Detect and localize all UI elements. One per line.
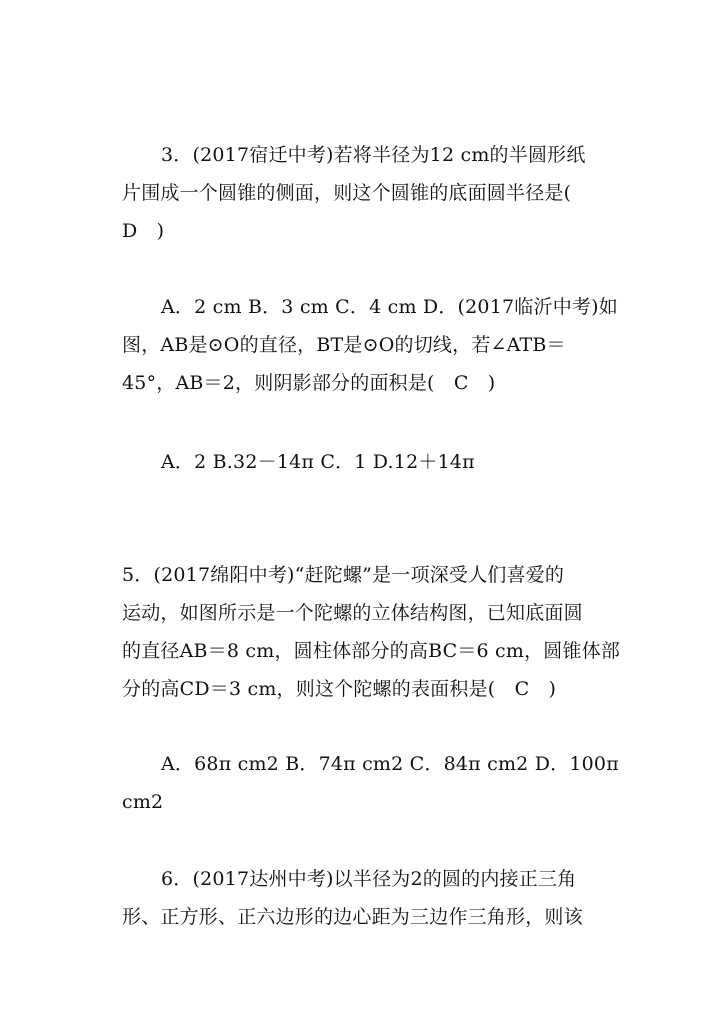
text-line: A．68π cm2 B．74π cm2 C．84π cm2 D．100π: [161, 753, 619, 775]
text-line: 分的高CD＝3 cm，则这个陀螺的表面积是( C ): [122, 678, 557, 700]
question-5: [122, 556, 621, 708]
text-line: 3．(2017宿迁中考)若将半径为12 cm的半圆形纸: [161, 144, 586, 166]
text-line: 片围成一个圆锥的侧面，则这个圆锥的底面圆半径是(: [122, 182, 572, 204]
text-line: 5．(2017绵阳中考)“赶陀螺”是一项深受人们喜爱的: [122, 564, 565, 586]
text-line: A．2 B.32－14π C．1 D.12＋14π: [161, 451, 475, 473]
text-line: 45°，AB＝2，则阴影部分的面积是( C ): [122, 372, 496, 394]
text-line: 形、正方形、正六边形的边心距为三边作三角形，则该: [122, 906, 583, 928]
question-6: [122, 860, 602, 936]
text-line: 的直径AB＝8 cm，圆柱体部分的高BC＝6 cm，圆锥体部: [122, 640, 621, 662]
text-line: cm2: [122, 791, 164, 813]
text-line: 6．(2017达州中考)以半径为2的圆的内接正三角: [161, 868, 577, 890]
question-3: [122, 136, 602, 250]
question-4: [122, 288, 618, 402]
text-line: 运动，如图所示是一个陀螺的立体结构图，已知底面圆: [122, 602, 583, 624]
text-line: 图，AB是⊙O的直径，BT是⊙O的切线，若∠ATB＝: [122, 334, 566, 356]
text-line: D ): [122, 220, 165, 242]
text-line: A．2 cm B．3 cm C．4 cm D．(2017临沂中考)如: [161, 296, 618, 318]
question-4-options: [122, 443, 602, 481]
question-5-options: [122, 745, 619, 821]
